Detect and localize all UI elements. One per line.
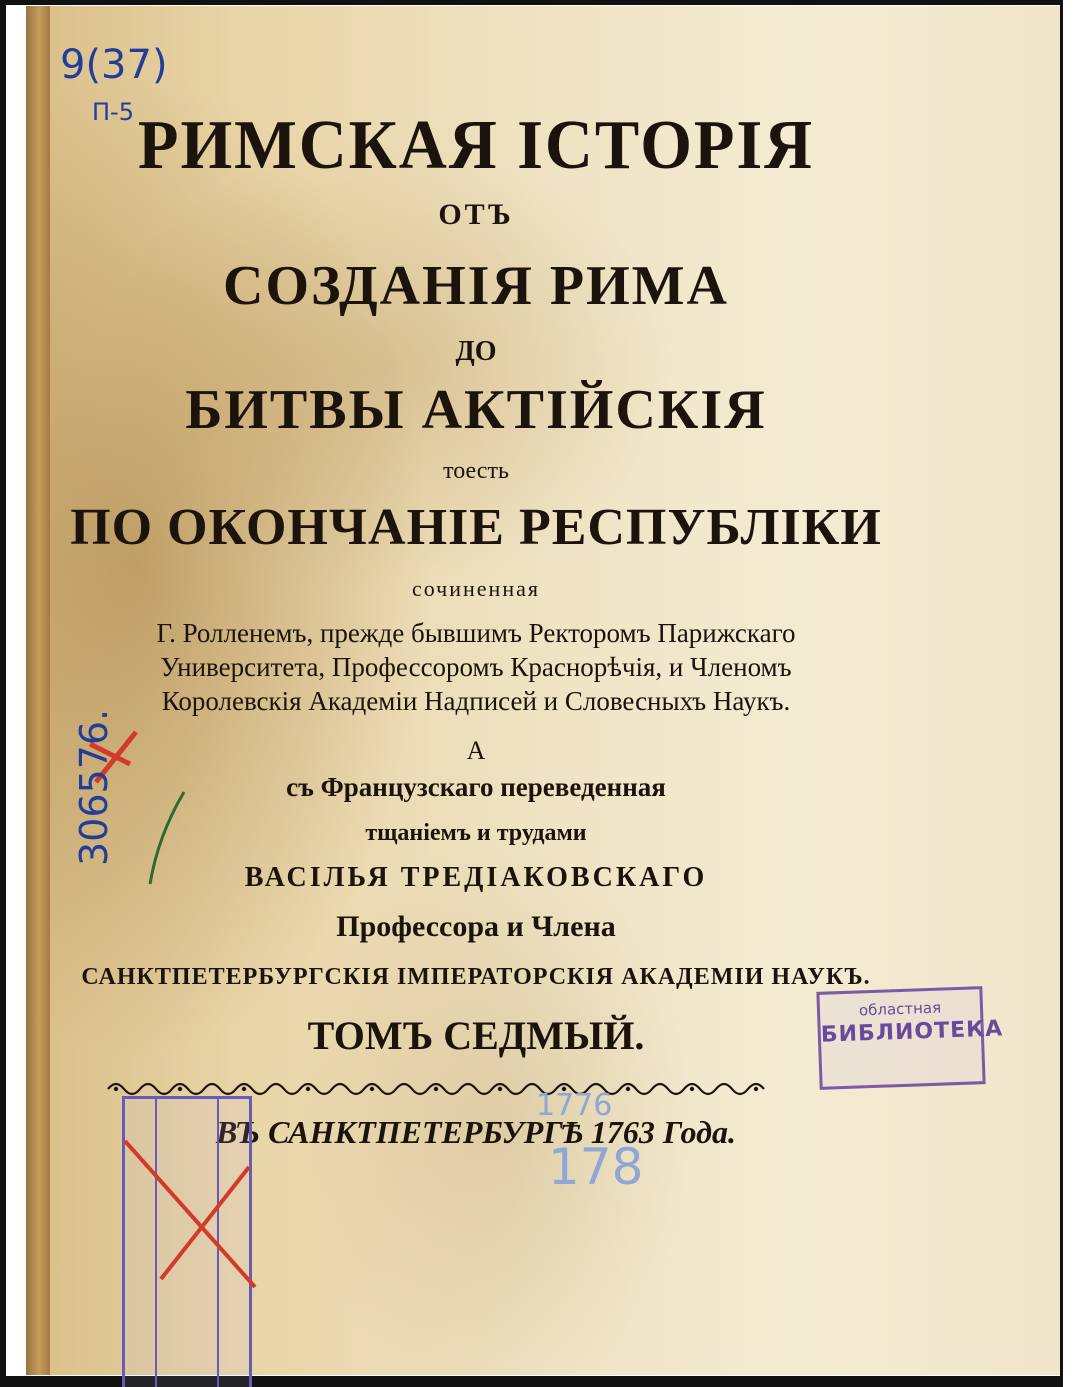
red-cross-out-mark	[121, 1129, 261, 1299]
title-main: РИМСКАЯ ІСТОРІЯ	[137, 107, 815, 184]
scan-border-top	[0, 0, 1080, 5]
scan-margin-right	[1062, 0, 1080, 1387]
author-line: Университета, Профессоромъ Краснорѣчія, и Членомъ	[160, 652, 792, 682]
author-line: Г. Ролленемъ, прежде бывшимъ Ректоромъ Парижскаго	[156, 618, 796, 648]
translator-name: ВАСІЛЬЯ ТРЕДІАКОВСКАГО	[244, 862, 708, 893]
scan-border-right	[1060, 0, 1063, 1387]
title-that-is: тоесть	[443, 458, 509, 484]
author-block	[26, 616, 926, 718]
translator-title: Профессора и Члена	[336, 910, 616, 943]
translated-from-french: съ Французскаго переведенная	[286, 772, 666, 802]
shelf-mark: 9(37)	[60, 42, 168, 88]
title-to: ДО	[455, 336, 497, 367]
academy-name: САНКТПЕТЕРБУРГСКІЯ ІМПЕРАТОРСКІЯ АКАДЕМІИ НАУКЪ.	[81, 964, 871, 990]
ownership-stamp	[122, 1096, 252, 1387]
composed-by-label: сочиненная	[411, 576, 540, 601]
title-battle: БИТВЫ АКТІЙСКІЯ	[185, 379, 767, 441]
imprint-line: ВЪ САНКТПЕТЕРБУРГѢ 1763 Года.	[215, 1114, 736, 1150]
shelf-mark-secondary: П-5	[92, 98, 134, 126]
volume-label: ТОМЪ СЕДМЫЙ.	[307, 1013, 645, 1058]
pencil-note: 1776	[536, 1088, 613, 1123]
conjunction-a: А	[466, 736, 486, 765]
title-founding: СОЗДАНІЯ РИМА	[223, 255, 729, 317]
author-line: Королевскія Академіи Надписей и Словесныхъ Наукъ.	[161, 686, 791, 716]
inventory-number: 306576.	[72, 708, 116, 866]
scan-border-left	[0, 0, 6, 1387]
library-stamp	[816, 986, 1004, 1090]
pencil-note: 178	[548, 1138, 644, 1196]
translation-credit: тщаніемъ и трудами	[365, 820, 587, 846]
title-page	[26, 6, 1060, 1375]
stamp-bottom-text: БИБЛИОТЕКА	[820, 1016, 1004, 1048]
title-end-of-republic: ПО ОКОНЧАНІЕ РЕСПУБЛІКИ	[70, 499, 882, 556]
title-from: ОТЪ	[438, 198, 514, 231]
stamp-middle-text: областная	[858, 998, 942, 1020]
